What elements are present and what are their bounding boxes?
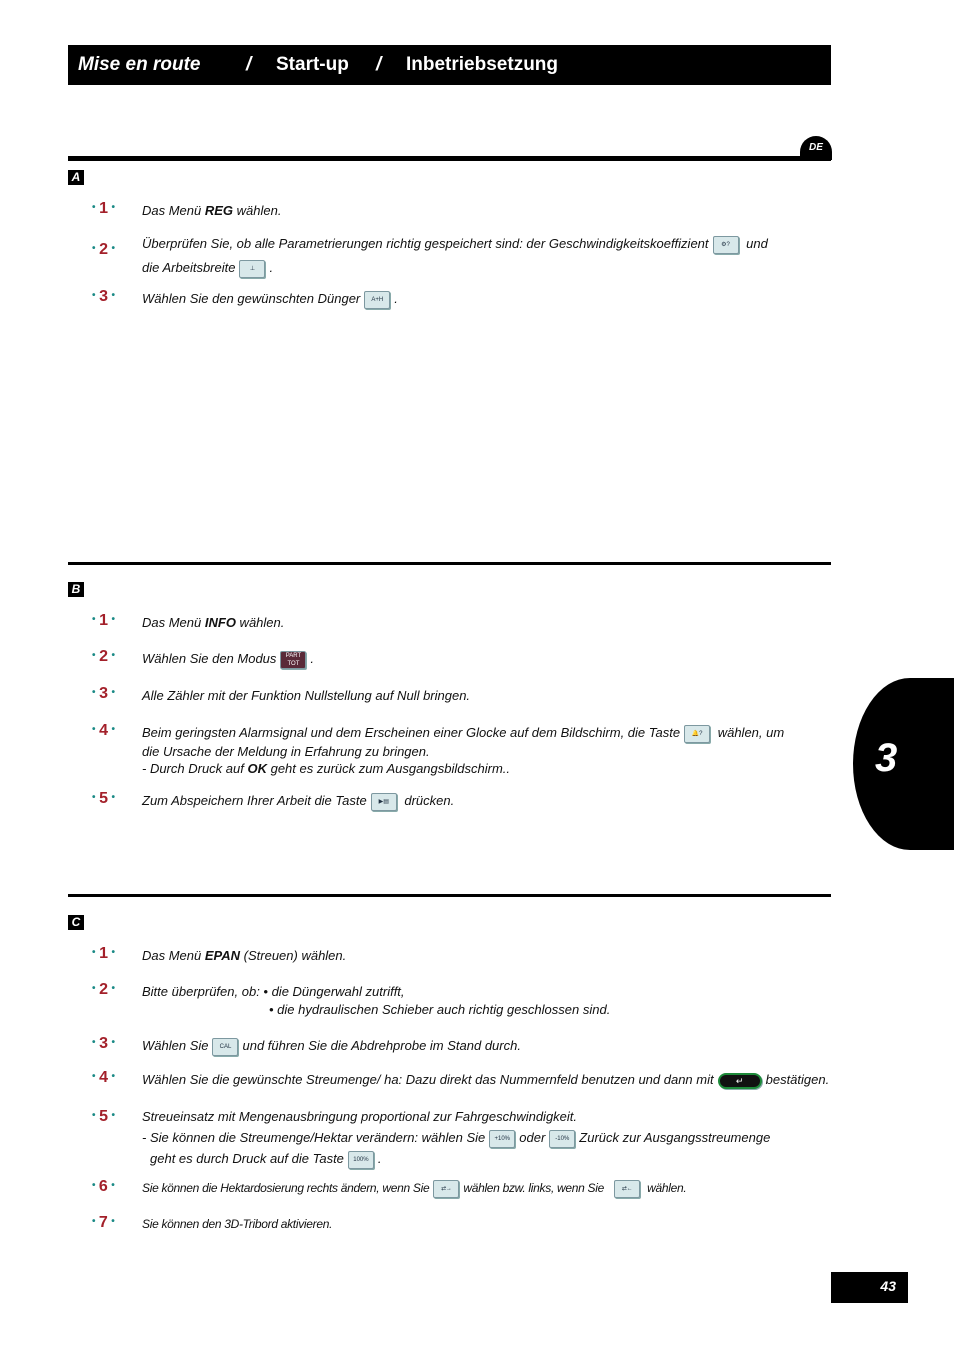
chapter-number: 3: [875, 736, 898, 780]
calibration-icon: CAL: [212, 1038, 238, 1056]
right-side-icon: ⇄→: [433, 1180, 459, 1198]
section-divider: [68, 156, 831, 161]
step-text: geht es durch Druck auf die Taste: [150, 1151, 344, 1166]
save-icon: ▶▤: [371, 793, 397, 811]
step-text: wählen.: [235, 615, 285, 630]
step-text: • die hydraulischen Schieber auch richtig geschlossen sind.: [269, 1002, 611, 1017]
header-title-fr: Mise en route: [78, 54, 201, 75]
step-text: Streueinsatz mit Mengenausbringung proportional zur Fahrgeschwindigkeit.: [142, 1109, 578, 1124]
chapter-tab: [853, 678, 954, 850]
decrease-rate-icon: -10%: [549, 1130, 575, 1148]
step-text: geht es zurück zum Ausgangsbildschirm..: [266, 760, 510, 776]
section-divider: [68, 894, 831, 897]
enter-icon: ↵: [718, 1073, 762, 1089]
ok-key-name: OK: [247, 760, 267, 776]
step-text: oder: [519, 1130, 546, 1145]
working-width-icon: ⊥: [239, 260, 265, 278]
step-text: Wählen Sie den gewünschten Dünger: [142, 291, 361, 306]
step-text: Zum Abspeichern Ihrer Arbeit die Taste: [142, 793, 367, 808]
header-title-de: Inbetriebsetzung: [406, 54, 559, 75]
section-divider: [68, 562, 831, 565]
step-number: • 5 •: [92, 790, 116, 807]
step-number: • 4 •: [92, 722, 116, 739]
step-text: Wählen Sie: [142, 1038, 209, 1053]
step-text: - Durch Druck auf: [142, 760, 248, 776]
menu-name: REG: [204, 203, 234, 218]
section-label-b: B: [68, 582, 84, 597]
step-text: Alle Zähler mit der Funktion Nullstellung auf Null bringen.: [142, 688, 471, 703]
language-badge: DE: [800, 136, 832, 160]
section-label-c: C: [68, 915, 84, 930]
step-text: Zurück zur Ausgangsstreumenge: [579, 1130, 771, 1145]
step-number: • 1 •: [92, 945, 116, 962]
step-text: .: [310, 651, 315, 666]
step-text: Das Menü: [142, 203, 205, 218]
step-text: die Ursache der Meldung in Erfahrung zu bringen.: [142, 743, 430, 759]
step-text: .: [269, 260, 274, 275]
step-text: wählen.: [647, 1181, 687, 1196]
step-text: (Streuen) wählen.: [240, 948, 347, 963]
step-text: wählen bzw. links, wenn Sie: [463, 1181, 604, 1196]
step-number: • 2 •: [92, 648, 116, 665]
step-text: und führen Sie die Abdrehprobe im Stand durch.: [242, 1038, 521, 1053]
part-tot-mode-icon: PART TOT: [280, 651, 306, 669]
page-number: 43: [831, 1272, 908, 1303]
step-text: Wählen Sie die gewünschte Streumenge/ ha: Dazu direkt das Nummernfeld benutzen und dann mit: [142, 1072, 714, 1087]
step-text: .: [394, 291, 398, 306]
step-text: Beim geringsten Alarmsignal und dem Erscheinen einer Glocke auf dem Bildschirm, die Taste: [142, 725, 681, 740]
section-label-a: A: [68, 170, 84, 185]
step-text: Das Menü: [142, 615, 205, 630]
left-side-icon: ⇄←: [614, 1180, 640, 1198]
menu-name: INFO: [204, 615, 236, 630]
step-text: Sie können den 3D-Tribord aktivieren.: [142, 1217, 333, 1231]
alarm-bell-icon: 🔔?: [684, 725, 710, 743]
header-separator: /: [246, 54, 252, 75]
step-number: • 1 •: [92, 612, 116, 629]
step-number: • 7 •: [92, 1214, 115, 1231]
fertilizer-icon: A+H: [364, 291, 390, 309]
page-header: [68, 45, 831, 85]
step-number: • 6 •: [92, 1178, 115, 1195]
increase-rate-icon: +10%: [489, 1130, 515, 1148]
reset-rate-icon: 100%: [348, 1151, 374, 1169]
header-separator: /: [376, 54, 382, 75]
step-number: • 4 •: [92, 1069, 116, 1086]
step-text: wählen, um: [717, 725, 785, 740]
step-number: • 1 •: [92, 200, 116, 217]
step-text: Überprüfen Sie, ob alle Parametrierungen richtig gespeichert sind: der Geschwindigkeitskoeffizient: [142, 236, 709, 251]
step-text: Bitte überprüfen, ob: • die Düngerwahl zutrifft,: [142, 984, 405, 999]
step-text: Wählen Sie den Modus: [142, 651, 277, 666]
header-title-en: Start-up: [276, 54, 349, 75]
step-text: die Arbeitsbreite: [142, 260, 236, 275]
step-text: .: [377, 1151, 382, 1166]
step-text: Sie können die Hektardosierung rechts ändern, wenn Sie: [142, 1181, 430, 1196]
step-number: • 3 •: [92, 288, 116, 305]
step-text: und: [746, 236, 768, 251]
step-number: • 3 •: [92, 1035, 116, 1052]
step-text: wählen.: [233, 203, 282, 218]
speed-coefficient-icon: ⚙?: [713, 236, 739, 254]
step-number: • 2 •: [92, 981, 116, 998]
step-text: - Sie können die Streumenge/Hektar verändern: wählen Sie: [142, 1130, 486, 1145]
step-text: Das Menü: [142, 948, 205, 963]
step-number: • 3 •: [92, 685, 116, 702]
step-text: bestätigen.: [765, 1072, 830, 1087]
step-text: drücken.: [404, 793, 455, 808]
step-number: • 5 •: [92, 1108, 116, 1125]
menu-name: EPAN: [204, 948, 241, 963]
step-number: • 2 •: [92, 241, 116, 258]
